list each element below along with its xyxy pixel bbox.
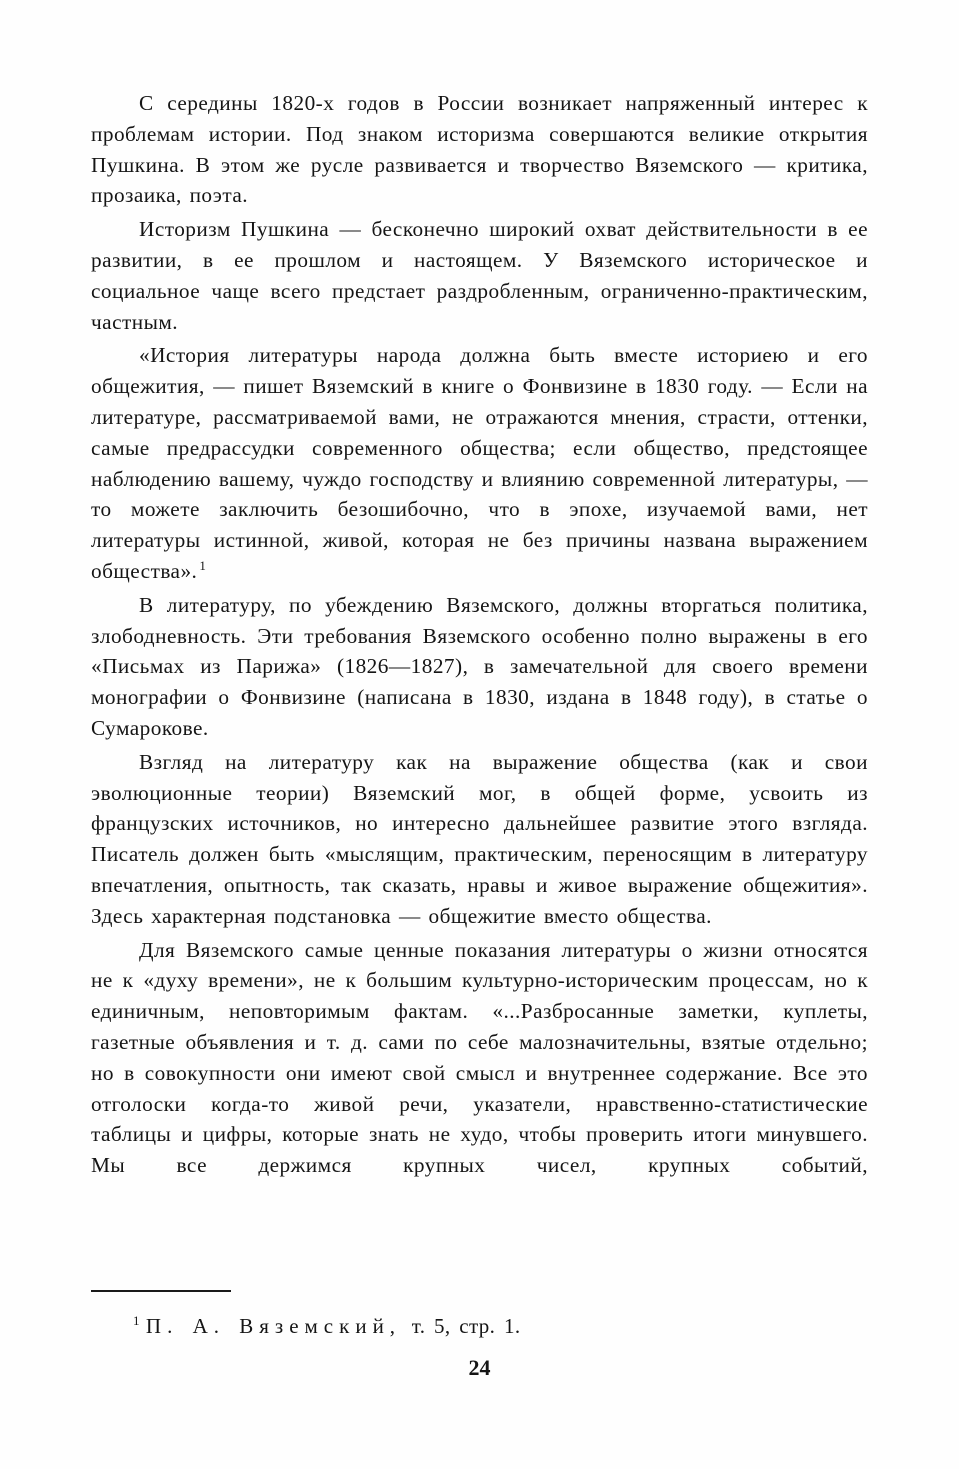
footnote-mark: 1 <box>133 1313 140 1328</box>
footnote-reference[interactable]: 1 <box>199 557 207 573</box>
paragraph-1: С середины 1820-х годов в России возникает напряженный интерес к проблемам истории. Под знаком историзма совершаются великие открытия Пушкина. В этом же русле развивается и творчество Вяземского — критика, прозаика, поэта. <box>91 91 868 208</box>
footnote-author: П. А. Вяземский, <box>145 1314 402 1338</box>
paragraph-5: Взгляд на литературу как на выражение общества (как и свои эволюционные теории) Вяземский мог, в общей форме, усвоить из французских источников, но интересно дальнейшее развитие этого взгляда. Писатель должен быть «мыслящим, практическим, переносящим в литературу впечатления, опытность, так сказать, нравы и живое выражение общежития». Здесь характерная подстановка — общежитие вместо общества. <box>91 749 868 928</box>
paragraph-2: Историзм Пушкина — бесконечно широкий охват действительности в ее развитии, в ее прошлом и настоящем. У Вяземского историческое и социальное чаще всего предстает раздробленным, ограниченно-практическим, частным. <box>91 217 868 334</box>
paragraph-3 <box>91 340 868 586</box>
paragraph-6: Для Вяземского самые ценные показания литературы о жизни относятся не к «духу времени», не к большим культурно-историческим процессам, но к единичным, неповторимым фактам. «...Разбросанные заметки, куплеты, газетные объявления и т. д. сами по себе малозначительны, взятые отдельно; но в совокупности они имеют свой смысл и внутреннее содержание. Все это отголоски когда-то живой речи, указатели, нравственно-статистические таблицы и цифры, которые знать не худо, чтобы проверить итоги минувшего. Мы все держимся крупных чисел, крупных событий, <box>91 937 868 1178</box>
body-text <box>91 88 868 1184</box>
footnote-divider <box>91 1290 231 1292</box>
paragraph-4: В литературу, по убеждению Вяземского, должны вторгаться политика, злободневность. Эти требования Вяземского особенно полно выражены в его «Письмах из Парижа» (1826—1827), в замечательной для своего времени монографии о Фонвизине (написана в 1830, издана в 1848 году), в статье о Сумарокове. <box>91 592 868 740</box>
footnote <box>133 1312 521 1340</box>
page-number: 24 <box>468 1355 491 1380</box>
paragraph-3-text: «История литературы народа должна быть вместе историею и его общежития, — пишет Вяземский в книге о Фонвизине в 1830 году. — Если на литературе, рассматриваемой вами, не отражаются мнения, страсти, оттенки, самые предрассудки современного общества; если общество, предстоящее наблюдению вашему, чуждо господству и влиянию современной литературы, — то можете заключить безошибочно, что в эпохе, изучаемой вами, нет литературы истинной, живой, которая не без причины названа выражением общества». <box>91 343 868 583</box>
footnote-citation: т. 5, стр. 1. <box>411 1314 521 1338</box>
